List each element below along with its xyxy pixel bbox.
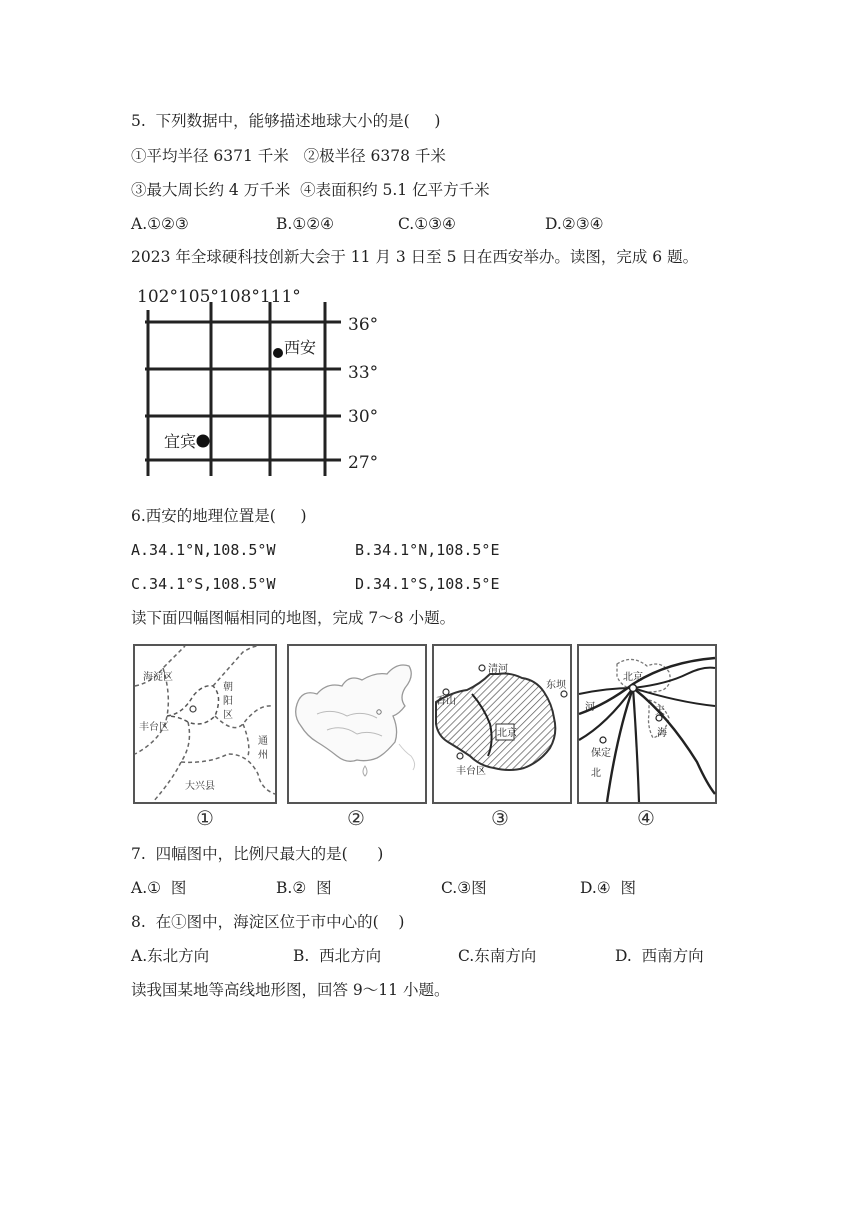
map-3-beijing-urban xyxy=(432,644,572,804)
map1-label-fengtai: 丰台区 xyxy=(139,722,169,733)
q8-option-b: B. 西北方向 xyxy=(293,947,382,965)
map1-label-qu: 区 xyxy=(223,710,233,721)
lat-label-27: 27° xyxy=(348,453,379,473)
q7-option-d: D.④ 图 xyxy=(580,879,637,897)
q5-option-a: A.①②③ xyxy=(131,215,189,233)
q5-line2: ③最大周长约 4 万千米 ④表面积约 5.1 亿平方千米 xyxy=(131,181,490,199)
lat-label-33: 33° xyxy=(348,363,379,383)
map4-label-beijing: 北京 xyxy=(623,672,643,683)
xian-marker xyxy=(273,348,283,358)
xian-label: 西安 xyxy=(284,338,317,357)
map-caption-2: ② xyxy=(347,806,365,830)
q5-option-d: D.②③④ xyxy=(545,215,604,233)
longitude-labels: 102°105°108°111° xyxy=(137,287,301,307)
q7-option-a: A.① 图 xyxy=(131,879,187,897)
q6-stem: 6.西安的地理位置是( ) xyxy=(131,507,307,525)
map1-label-daxing: 大兴县 xyxy=(185,781,215,792)
map3-label-qinghe: 清河 xyxy=(488,664,508,675)
q8-option-c: C.东南方向 xyxy=(458,947,537,965)
q7-stem: 7. 四幅图中，比例尺最大的是( ) xyxy=(131,845,384,863)
map4-label-baoding: 保定 xyxy=(591,748,611,759)
q6-option-b: B.34.1°N,108.5°E xyxy=(355,541,500,559)
q8-option-a: A.东北方向 xyxy=(131,947,210,965)
map4-label-he: 河 xyxy=(585,702,595,713)
q6-option-c: C.34.1°S,108.5°W xyxy=(131,575,276,593)
lat-long-grid-map xyxy=(131,280,391,480)
map-1-beijing-districts xyxy=(133,644,277,804)
lat-label-36: 36° xyxy=(348,315,379,335)
map4-label-tian: 天 xyxy=(655,706,665,717)
map-caption-4: ④ xyxy=(637,806,655,830)
lat-label-30: 30° xyxy=(348,407,379,427)
q5-stem: 5. 下列数据中，能够描述地球大小的是( ) xyxy=(131,112,441,130)
map1-label-yang: 阳 xyxy=(223,696,233,707)
q7-option-c: C.③图 xyxy=(441,879,487,897)
intro-q9-11: 读我国某地等高线地形图，回答 9～11 小题。 xyxy=(131,981,450,999)
map4-label-hai: 海 xyxy=(657,728,667,739)
yibin-label: 宜宾 xyxy=(164,432,197,451)
q5-option-c: C.①③④ xyxy=(398,215,456,233)
map3-label-xiangshan: 香山 xyxy=(436,696,456,707)
intro-q7-8: 读下面四幅图幅相同的地图，完成 7～8 小题。 xyxy=(131,609,456,627)
map1-label-zhou: 州 xyxy=(258,750,268,761)
q5-line1: ①平均半径 6371 千米 ②极半径 6378 千米 xyxy=(131,147,446,165)
map-caption-1: ① xyxy=(196,806,214,830)
map-2-china-outline xyxy=(287,644,427,804)
q6-option-d: D.34.1°S,108.5°E xyxy=(355,575,500,593)
map3-label-beijing: 北京 xyxy=(497,728,517,739)
q8-option-d: D. 西南方向 xyxy=(615,947,704,965)
q7-option-b: B.② 图 xyxy=(276,879,332,897)
map-4-beijing-region-railways xyxy=(577,644,717,804)
map-caption-3: ③ xyxy=(491,806,509,830)
map1-label-chao: 朝 xyxy=(223,682,233,693)
map3-label-dongba: 东坝 xyxy=(546,680,566,691)
map3-label-fengtai: 丰台区 xyxy=(456,766,486,777)
map1-label-tong: 通 xyxy=(258,736,268,747)
map1-label-haidian: 海淀区 xyxy=(143,672,173,683)
yibin-marker xyxy=(197,435,210,448)
q8-stem: 8. 在①图中，海淀区位于市中心的( ) xyxy=(131,913,405,931)
q5-option-b: B.①②④ xyxy=(276,215,335,233)
map4-label-bei: 北 xyxy=(591,768,601,779)
intro-q6: 2023 年全球硬科技创新大会于 11 月 3 日至 5 日在西安举办。读图，完成 6 题。 xyxy=(131,248,699,266)
q6-option-a: A.34.1°N,108.5°W xyxy=(131,541,276,559)
